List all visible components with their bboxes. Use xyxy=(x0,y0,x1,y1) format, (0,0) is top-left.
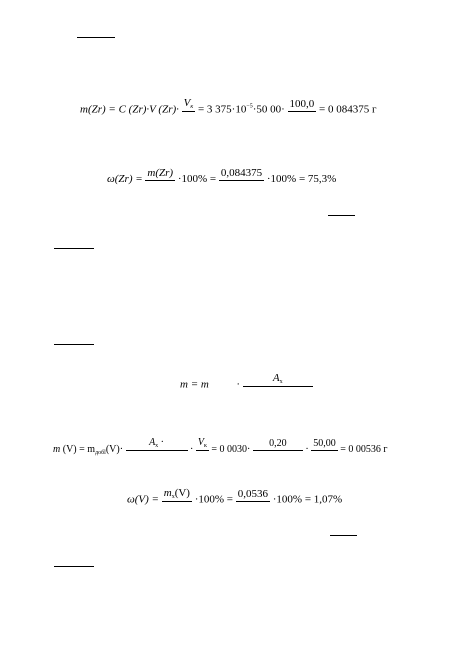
eq4-frac4-num: 50,00 xyxy=(313,437,336,449)
eq5-frac-num-tail: (V) xyxy=(174,487,190,499)
eq4-fraction-3 xyxy=(253,439,303,461)
eq1-frac2-num: 100,0 xyxy=(289,97,315,110)
eq4-frac2-num: V xyxy=(197,437,204,448)
eq1-frac-num: V xyxy=(183,97,191,109)
eq2-result: ·100% = 75,3% xyxy=(266,173,337,186)
eq2-lhs: ω(Zr) = xyxy=(107,173,143,186)
equation-mass-zr xyxy=(80,98,377,122)
eq3-frac-num-sub: x xyxy=(279,379,283,385)
eq4-mid: = 0 0030· xyxy=(211,443,251,455)
rule-top xyxy=(77,37,115,38)
rule-eq5-under xyxy=(330,535,357,536)
eq4-result: = 0 00536 г xyxy=(340,443,388,455)
eq1-frac-num-sub: к xyxy=(190,104,194,110)
eq5-frac-num: m xyxy=(163,487,172,499)
eq5-fraction xyxy=(162,488,192,512)
eq4-fraction-1 xyxy=(126,438,188,461)
eq2-frac2-num: 0,084375 xyxy=(220,167,263,179)
eq4-fraction-2 xyxy=(196,438,209,461)
eq4-frac2-num-sub: к xyxy=(204,443,207,449)
rule-left-2 xyxy=(54,344,94,345)
eq4-lhs-rest: (V) = m xyxy=(60,443,96,455)
rule-left-1 xyxy=(54,248,94,249)
eq4-lhs-tail: (V)· xyxy=(105,443,124,455)
rule-eq2-under xyxy=(328,215,355,216)
eq5-frac2-num: 0,0536 xyxy=(237,487,269,500)
equation-fraction-zr xyxy=(107,168,336,191)
eq5-mid: ·100% = xyxy=(194,493,234,506)
eq5-frac-num-sub: x xyxy=(171,494,175,500)
eq4-fraction-4 xyxy=(311,439,338,461)
eq4-frac1-num: A xyxy=(149,437,156,448)
eq4-frac3-num: 0,20 xyxy=(253,439,303,451)
equation-fraction-v xyxy=(127,488,342,512)
eq1-fraction-2 xyxy=(288,99,317,122)
equation-general-mass xyxy=(180,373,313,397)
eq3-frac-num: A xyxy=(272,372,280,384)
eq4-lhs-sub: добl xyxy=(95,449,106,456)
eq5-lhs: ω(V) = xyxy=(127,493,159,506)
eq3-fraction xyxy=(243,373,313,397)
eq3-dot: · xyxy=(236,378,240,391)
eq5-result: ·100% = 1,07% xyxy=(272,493,343,506)
eq4-dot2: · xyxy=(305,443,309,455)
eq4-dot1: · xyxy=(190,443,194,455)
eq1-mid: = 3 375·10 xyxy=(197,103,247,116)
eq2-frac-num: m(Zr) xyxy=(147,167,174,179)
rule-left-3 xyxy=(54,566,94,567)
eq4-frac1-num-sub: x xyxy=(155,443,159,449)
eq1-lhs: m(Zr) = C (Zr)·V (Zr)· xyxy=(80,103,179,116)
eq5-fraction-2 xyxy=(236,489,270,512)
eq1-fraction xyxy=(182,98,196,122)
equation-mass-v xyxy=(53,438,388,461)
eq4-frac1-num-tail: · xyxy=(158,437,165,448)
eq4-lhs-m: m xyxy=(53,443,61,455)
eq2-fraction xyxy=(145,168,175,191)
eq2-fraction-2 xyxy=(219,168,264,191)
eq1-result: = 0 084375 г xyxy=(319,103,377,116)
eq2-mid: ·100% = xyxy=(177,173,217,186)
eq1-exp: −5 xyxy=(246,103,253,110)
eq1-mid2: ·50 00· xyxy=(252,103,285,116)
eq3-lhs: m = m xyxy=(180,378,209,391)
